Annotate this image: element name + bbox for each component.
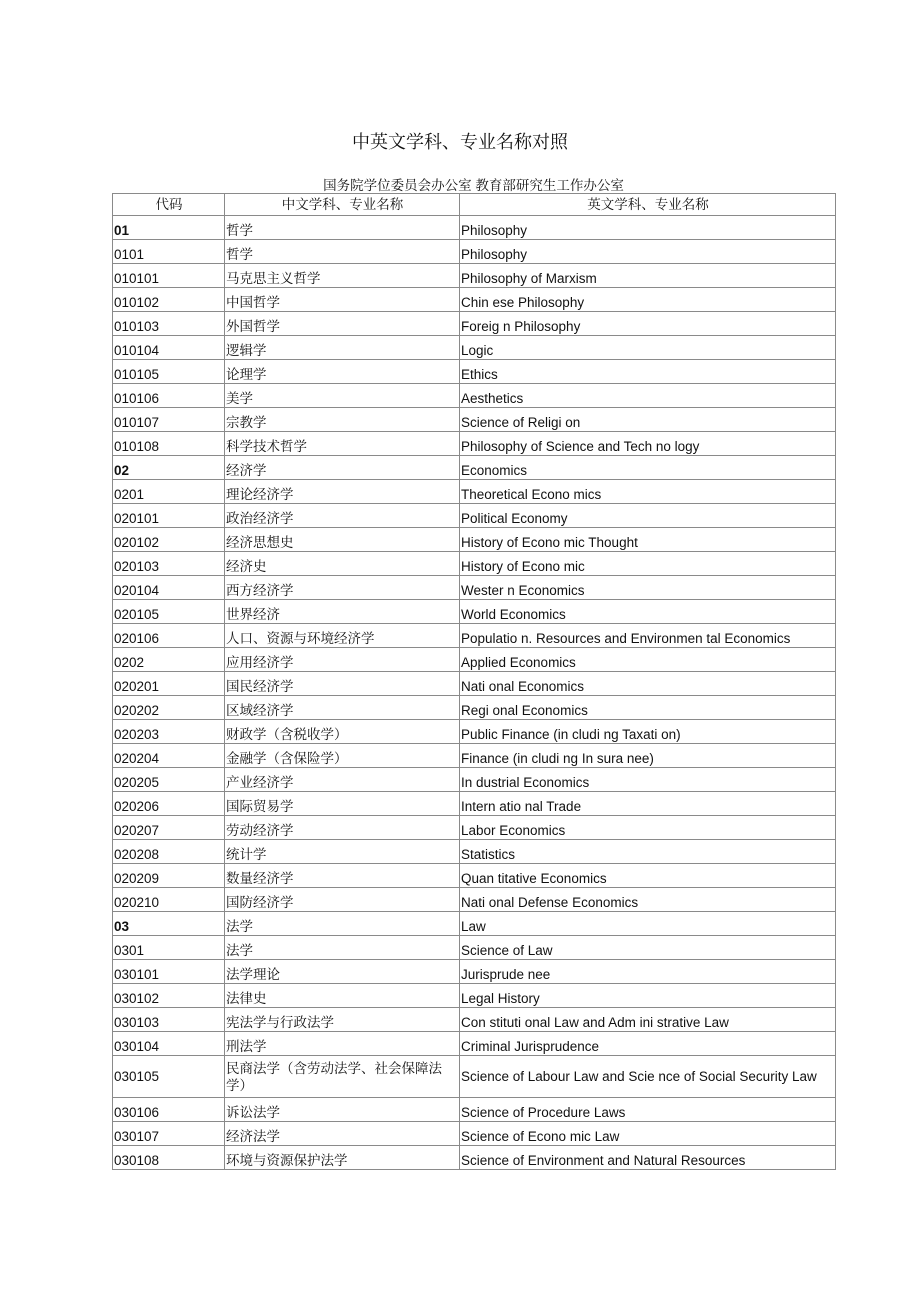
table-row bbox=[113, 1122, 836, 1146]
english-name-cell: Jurisprude nee bbox=[460, 960, 836, 984]
code-cell: 020209 bbox=[113, 864, 225, 888]
table-row bbox=[113, 1032, 836, 1056]
table-row bbox=[113, 1008, 836, 1032]
code-cell: 020106 bbox=[113, 624, 225, 648]
subject-table bbox=[112, 193, 836, 1170]
chinese-name-cell: 科学技术哲学 bbox=[225, 432, 460, 456]
english-name-cell: Regi onal Economics bbox=[460, 696, 836, 720]
code-cell: 010101 bbox=[113, 264, 225, 288]
english-name-cell: Foreig n Philosophy bbox=[460, 312, 836, 336]
code-cell: 020102 bbox=[113, 528, 225, 552]
table-row bbox=[113, 312, 836, 336]
english-name-cell: Theoretical Econo mics bbox=[460, 480, 836, 504]
english-name-cell: Intern atio nal Trade bbox=[460, 792, 836, 816]
table-row bbox=[113, 624, 836, 648]
table-row bbox=[113, 264, 836, 288]
table-row bbox=[113, 432, 836, 456]
english-name-cell: Populatio n. Resources and Environmen tal Economics bbox=[460, 624, 836, 648]
table-row bbox=[113, 288, 836, 312]
english-name-cell: Con stituti onal Law and Adm ini strative Law bbox=[460, 1008, 836, 1032]
code-cell: 010104 bbox=[113, 336, 225, 360]
code-cell: 030105 bbox=[113, 1056, 225, 1098]
table-row bbox=[113, 1146, 836, 1170]
english-name-cell: Chin ese Philosophy bbox=[460, 288, 836, 312]
code-cell: 020206 bbox=[113, 792, 225, 816]
table-header-row bbox=[113, 194, 836, 216]
table-row bbox=[113, 936, 836, 960]
code-cell: 0101 bbox=[113, 240, 225, 264]
table-row bbox=[113, 240, 836, 264]
table-row bbox=[113, 648, 836, 672]
english-name-cell: Wester n Economics bbox=[460, 576, 836, 600]
english-name-cell: Science of Environment and Natural Resources bbox=[460, 1146, 836, 1170]
table-row bbox=[113, 480, 836, 504]
chinese-name-cell: 经济思想史 bbox=[225, 528, 460, 552]
chinese-name-cell: 金融学（含保险学） bbox=[225, 744, 460, 768]
table-row bbox=[113, 912, 836, 936]
english-name-cell: Philosophy bbox=[460, 216, 836, 240]
english-name-cell: Finance (in cludi ng In sura nee) bbox=[460, 744, 836, 768]
chinese-name-cell: 法学 bbox=[225, 936, 460, 960]
code-cell: 030104 bbox=[113, 1032, 225, 1056]
code-cell: 010102 bbox=[113, 288, 225, 312]
table-row bbox=[113, 984, 836, 1008]
code-cell: 020204 bbox=[113, 744, 225, 768]
english-name-cell: Nati onal Defense Economics bbox=[460, 888, 836, 912]
english-name-cell: Nati onal Economics bbox=[460, 672, 836, 696]
english-name-cell: Political Economy bbox=[460, 504, 836, 528]
table-row bbox=[113, 1056, 836, 1098]
code-cell: 030103 bbox=[113, 1008, 225, 1032]
table-row bbox=[113, 384, 836, 408]
document-subtitle: 国务院学位委员会办公室 教育部研究生工作办公室 bbox=[323, 178, 624, 193]
english-name-cell: Legal History bbox=[460, 984, 836, 1008]
chinese-name-cell: 逻辑学 bbox=[225, 336, 460, 360]
table-row bbox=[113, 552, 836, 576]
code-cell: 020103 bbox=[113, 552, 225, 576]
english-name-cell: Economics bbox=[460, 456, 836, 480]
chinese-name-cell: 政治经济学 bbox=[225, 504, 460, 528]
chinese-name-cell: 民商法学（含劳动法学、社会保障法学） bbox=[225, 1056, 460, 1098]
document-title: 中英文学科、专业名称对照 bbox=[352, 132, 568, 152]
chinese-name-cell: 应用经济学 bbox=[225, 648, 460, 672]
english-name-cell: In dustrial Economics bbox=[460, 768, 836, 792]
code-cell: 030107 bbox=[113, 1122, 225, 1146]
table-row bbox=[113, 408, 836, 432]
chinese-name-cell: 宪法学与行政法学 bbox=[225, 1008, 460, 1032]
english-name-cell: Aesthetics bbox=[460, 384, 836, 408]
code-cell: 0301 bbox=[113, 936, 225, 960]
chinese-name-cell: 哲学 bbox=[225, 216, 460, 240]
english-name-cell: Science of Religi on bbox=[460, 408, 836, 432]
chinese-name-cell: 国防经济学 bbox=[225, 888, 460, 912]
chinese-name-cell: 统计学 bbox=[225, 840, 460, 864]
english-name-cell: Logic bbox=[460, 336, 836, 360]
code-cell: 020104 bbox=[113, 576, 225, 600]
chinese-name-cell: 经济学 bbox=[225, 456, 460, 480]
table-row bbox=[113, 528, 836, 552]
table-row bbox=[113, 456, 836, 480]
table-row bbox=[113, 888, 836, 912]
english-name-cell: Law bbox=[460, 912, 836, 936]
code-cell: 010108 bbox=[113, 432, 225, 456]
code-cell: 030108 bbox=[113, 1146, 225, 1170]
table-row bbox=[113, 744, 836, 768]
english-name-cell: Science of Labour Law and Scie nce of Social Security Law bbox=[460, 1056, 836, 1098]
table-row bbox=[113, 768, 836, 792]
table-row bbox=[113, 504, 836, 528]
code-cell: 010106 bbox=[113, 384, 225, 408]
code-cell: 01 bbox=[113, 216, 225, 240]
header-code: 代码 bbox=[113, 194, 225, 216]
english-name-cell: Criminal Jurisprudence bbox=[460, 1032, 836, 1056]
english-name-cell: Science of Law bbox=[460, 936, 836, 960]
code-cell: 0201 bbox=[113, 480, 225, 504]
chinese-name-cell: 人口、资源与环境经济学 bbox=[225, 624, 460, 648]
table-row bbox=[113, 840, 836, 864]
table-row bbox=[113, 672, 836, 696]
english-name-cell: Applied Economics bbox=[460, 648, 836, 672]
chinese-name-cell: 美学 bbox=[225, 384, 460, 408]
chinese-name-cell: 法学理论 bbox=[225, 960, 460, 984]
code-cell: 020207 bbox=[113, 816, 225, 840]
chinese-name-cell: 宗教学 bbox=[225, 408, 460, 432]
chinese-name-cell: 法学 bbox=[225, 912, 460, 936]
table-row bbox=[113, 816, 836, 840]
table-row bbox=[113, 360, 836, 384]
chinese-name-cell: 劳动经济学 bbox=[225, 816, 460, 840]
code-cell: 020101 bbox=[113, 504, 225, 528]
code-cell: 02 bbox=[113, 456, 225, 480]
english-name-cell: Philosophy bbox=[460, 240, 836, 264]
english-name-cell: Science of Econo mic Law bbox=[460, 1122, 836, 1146]
header-english-name: 英文学科、专业名称 bbox=[460, 194, 836, 216]
chinese-name-cell: 环境与资源保护法学 bbox=[225, 1146, 460, 1170]
code-cell: 010107 bbox=[113, 408, 225, 432]
chinese-name-cell: 法律史 bbox=[225, 984, 460, 1008]
english-name-cell: Public Finance (in cludi ng Taxati on) bbox=[460, 720, 836, 744]
chinese-name-cell: 经济法学 bbox=[225, 1122, 460, 1146]
chinese-name-cell: 区域经济学 bbox=[225, 696, 460, 720]
header-chinese-name: 中文学科、专业名称 bbox=[225, 194, 460, 216]
code-cell: 020205 bbox=[113, 768, 225, 792]
english-name-cell: World Economics bbox=[460, 600, 836, 624]
chinese-name-cell: 财政学（含税收学） bbox=[225, 720, 460, 744]
english-name-cell: Science of Procedure Laws bbox=[460, 1098, 836, 1122]
code-cell: 020203 bbox=[113, 720, 225, 744]
code-cell: 020201 bbox=[113, 672, 225, 696]
chinese-name-cell: 中国哲学 bbox=[225, 288, 460, 312]
code-cell: 0202 bbox=[113, 648, 225, 672]
chinese-name-cell: 国际贸易学 bbox=[225, 792, 460, 816]
code-cell: 020105 bbox=[113, 600, 225, 624]
code-cell: 030106 bbox=[113, 1098, 225, 1122]
english-name-cell: Philosophy of Science and Tech no logy bbox=[460, 432, 836, 456]
code-cell: 020208 bbox=[113, 840, 225, 864]
english-name-cell: Philosophy of Marxism bbox=[460, 264, 836, 288]
chinese-name-cell: 数量经济学 bbox=[225, 864, 460, 888]
chinese-name-cell: 诉讼法学 bbox=[225, 1098, 460, 1122]
english-name-cell: Statistics bbox=[460, 840, 836, 864]
table-row bbox=[113, 960, 836, 984]
chinese-name-cell: 哲学 bbox=[225, 240, 460, 264]
chinese-name-cell: 刑法学 bbox=[225, 1032, 460, 1056]
english-name-cell: History of Econo mic Thought bbox=[460, 528, 836, 552]
table-row bbox=[113, 696, 836, 720]
code-cell: 030102 bbox=[113, 984, 225, 1008]
chinese-name-cell: 外国哲学 bbox=[225, 312, 460, 336]
table-row bbox=[113, 1098, 836, 1122]
code-cell: 03 bbox=[113, 912, 225, 936]
code-cell: 020210 bbox=[113, 888, 225, 912]
chinese-name-cell: 经济史 bbox=[225, 552, 460, 576]
chinese-name-cell: 国民经济学 bbox=[225, 672, 460, 696]
english-name-cell: History of Econo mic bbox=[460, 552, 836, 576]
code-cell: 010105 bbox=[113, 360, 225, 384]
table-row bbox=[113, 336, 836, 360]
table-row bbox=[113, 864, 836, 888]
table-row bbox=[113, 792, 836, 816]
english-name-cell: Labor Economics bbox=[460, 816, 836, 840]
english-name-cell: Quan titative Economics bbox=[460, 864, 836, 888]
chinese-name-cell: 西方经济学 bbox=[225, 576, 460, 600]
code-cell: 020202 bbox=[113, 696, 225, 720]
code-cell: 010103 bbox=[113, 312, 225, 336]
chinese-name-cell: 世界经济 bbox=[225, 600, 460, 624]
chinese-name-cell: 论理学 bbox=[225, 360, 460, 384]
chinese-name-cell: 理论经济学 bbox=[225, 480, 460, 504]
english-name-cell: Ethics bbox=[460, 360, 836, 384]
table-row bbox=[113, 576, 836, 600]
table-row bbox=[113, 720, 836, 744]
code-cell: 030101 bbox=[113, 960, 225, 984]
table-row bbox=[113, 600, 836, 624]
table-row bbox=[113, 216, 836, 240]
chinese-name-cell: 产业经济学 bbox=[225, 768, 460, 792]
chinese-name-cell: 马克思主义哲学 bbox=[225, 264, 460, 288]
